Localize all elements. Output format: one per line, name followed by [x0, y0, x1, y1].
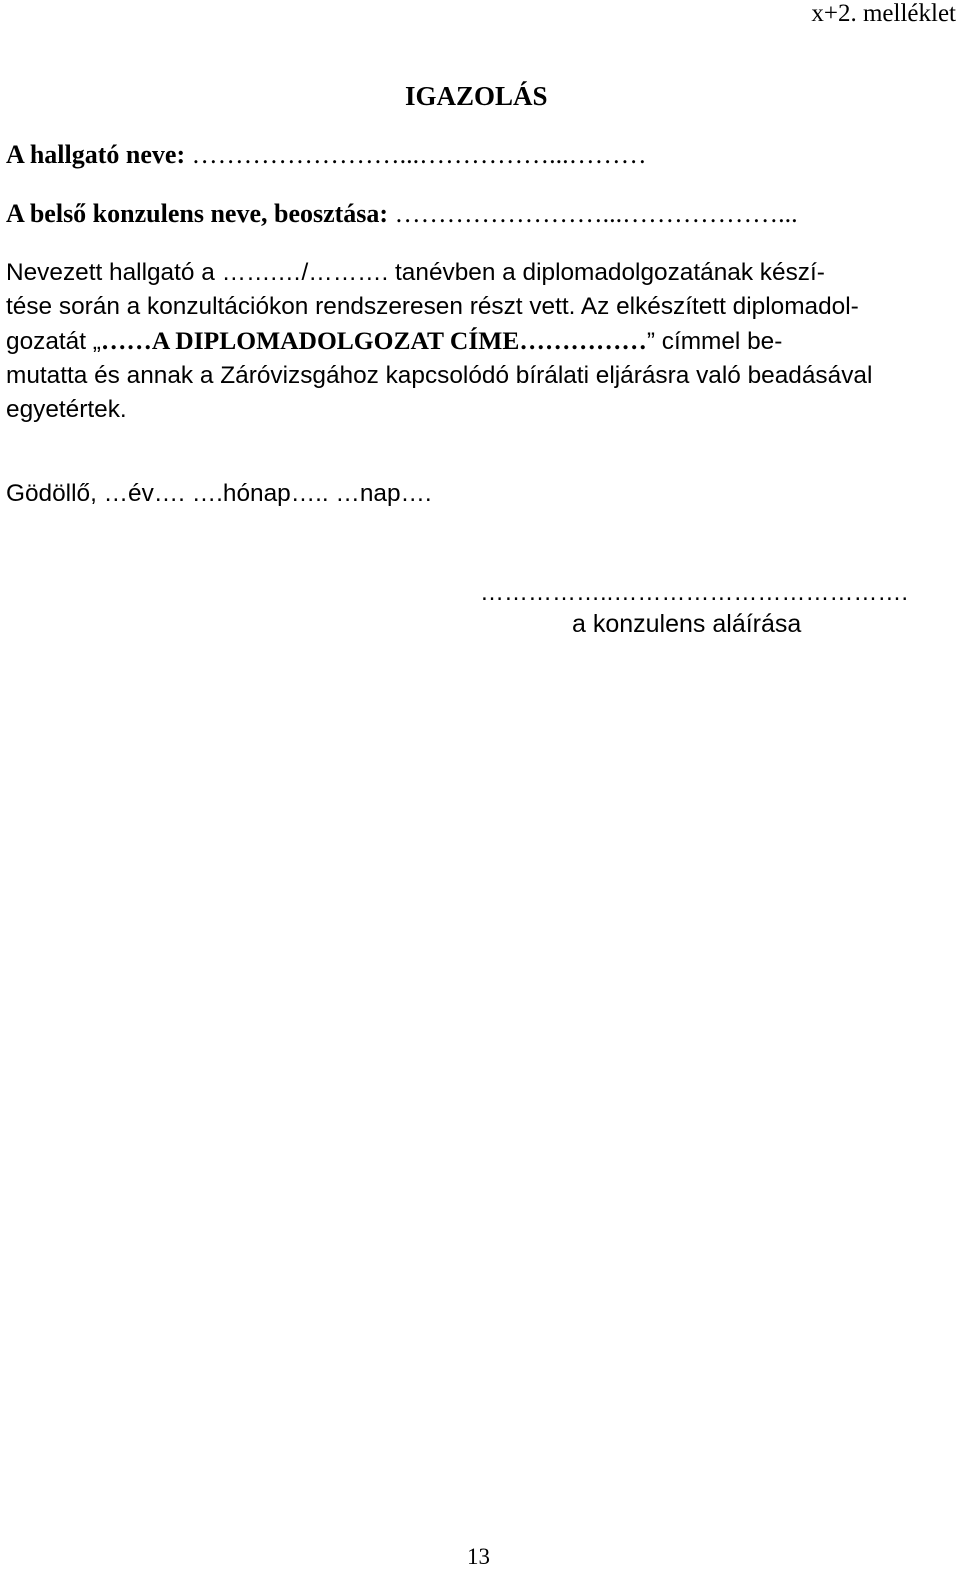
- student-name-blank: ……………………...……………...………: [191, 140, 647, 169]
- document-title: IGAZOLÁS: [405, 81, 548, 111]
- paragraph-line-5: egyetértek.: [6, 396, 127, 423]
- signature-label: a konzulens aláírása: [572, 610, 802, 638]
- page-number: 13: [467, 1544, 490, 1569]
- internal-consultant-blank: ……………………...………………...: [394, 199, 798, 228]
- paragraph-line-3-end: ” címmel be-: [646, 328, 783, 355]
- place-date-line: Gödöllő, …év…. ….hónap….. …nap….: [6, 480, 432, 507]
- signature-dotted-line: ……………..……………………………….: [480, 579, 909, 606]
- internal-consultant-label: A belső konzulens neve, beosztása:: [6, 199, 389, 228]
- thesis-title-placeholder: ……A DIPLOMADOLGOZAT CÍME……………: [100, 326, 647, 355]
- student-name-label: A hallgató neve:: [6, 140, 186, 169]
- paragraph-line-4: mutatta és annak a Záróvizsgához kapcsolódó bírálati eljárásra való beadásával: [6, 362, 873, 389]
- annex-label: x+2. melléklet: [811, 0, 956, 27]
- internal-consultant-field: [6, 198, 798, 230]
- paragraph-line-3-start: gozatát „: [6, 328, 101, 355]
- paragraph-line-1: Nevezett hallgató a …….…/………. tanévben a diplomadolgozatának készí-: [6, 259, 825, 286]
- paragraph-line-2: tése során a konzultációkon rendszeresen részt vett. Az elkészített diplomadol-: [6, 293, 859, 320]
- paragraph-line-3: [6, 324, 936, 359]
- student-name-field: [6, 139, 647, 171]
- certification-paragraph: [6, 256, 936, 427]
